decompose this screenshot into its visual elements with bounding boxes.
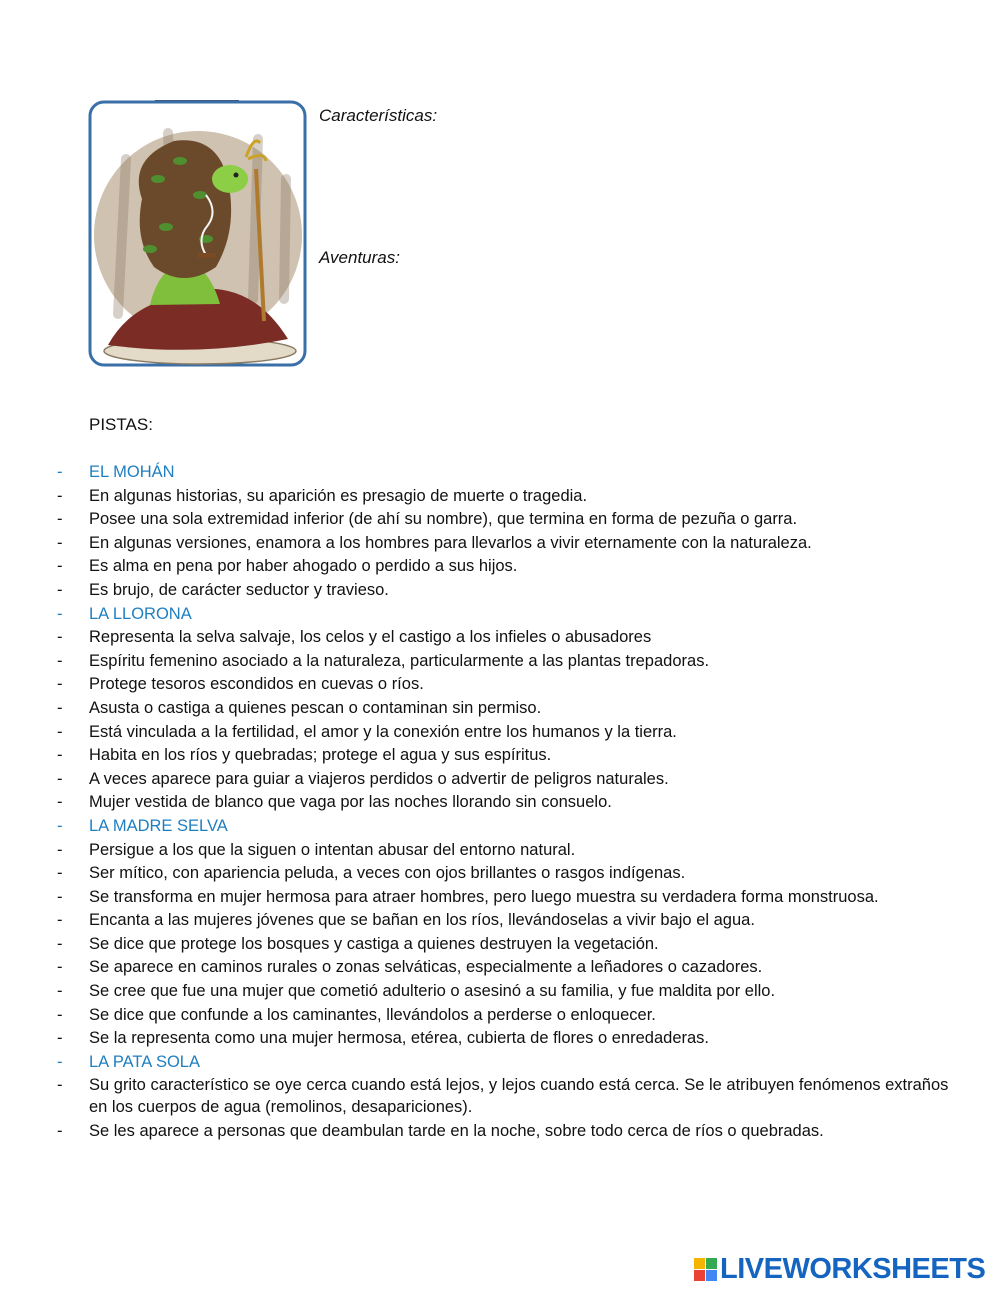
- clue-item: - Se la representa como una mujer hermosa, etérea, cubierta de flores o enredaderas.: [57, 1029, 710, 1048]
- clue-item: - Se dice que protege los bosques y castiga a quienes destruyen la vegetación.: [57, 934, 659, 953]
- creature-face: [212, 165, 248, 193]
- logo-cubes-icon: [694, 1258, 717, 1281]
- clue-item: - Protege tesoros escondidos en cuevas o ríos.: [57, 675, 424, 694]
- clue-item: - Habita en los ríos y quebradas; protege el agua y sus espíritus.: [57, 746, 552, 765]
- section-heading: - EL MOHÁN: [57, 463, 175, 481]
- clue-item: - Se transforma en mujer hermosa para atraer hombres, pero luego muestra su verdadera forma monstruosa.: [57, 887, 879, 906]
- logo-text: LIVEWORKSHEETS: [720, 1252, 986, 1285]
- clue-item: - Posee una sola extremidad inferior (de ahí su nombre), que termina en forma de pezuña o garra.: [57, 510, 798, 529]
- clue-item: - En algunas historias, su aparición es presagio de muerte o tragedia.: [57, 486, 588, 505]
- adventures-heading: Aventuras:: [319, 248, 400, 267]
- characteristics-heading: Características:: [319, 106, 438, 125]
- logo-cube: [706, 1258, 717, 1269]
- logo-cube: [706, 1270, 717, 1281]
- clue-item: - Es brujo, de carácter seductor y travieso.: [57, 580, 389, 599]
- liveworksheets-logo[interactable]: [694, 1253, 985, 1285]
- pistas-heading: PISTAS:: [89, 415, 153, 434]
- clue-item: - Mujer vestida de blanco que vaga por las noches llorando sin consuelo.: [57, 793, 612, 812]
- clue-item: - En algunas versiones, enamora a los hombres para llevarlos a vivir eternamente con la naturaleza.: [57, 533, 812, 552]
- clue-item: - Se les aparece a personas que deambulan tarde en la noche, sobre todo cerca de ríos o quebradas.: [57, 1122, 824, 1141]
- pipe: [198, 253, 216, 258]
- clue-item: - Persigue a los que la siguen o intentan abusar del entorno natural.: [57, 840, 576, 859]
- section-heading: - LA PATA SOLA: [57, 1052, 200, 1071]
- mohan-illustration: [88, 99, 308, 368]
- clue-item: - Se dice que confunde a los caminantes, llevándolos a perderse o enloquecer.: [57, 1005, 656, 1024]
- creature-eye: [234, 173, 239, 178]
- section-heading: - LA LLORONA: [57, 604, 192, 623]
- clue-item: - Representa la selva salvaje, los celos y el castigo a los infieles o abusadores: [57, 628, 652, 647]
- logo-cube: [694, 1258, 705, 1269]
- clue-item: - Es alma en pena por haber ahogado o perdido a sus hijos.: [57, 557, 518, 576]
- clue-item: - Ser mítico, con apariencia peluda, a veces con ojos brillantes o rasgos indígenas.: [57, 864, 686, 883]
- clue-item: - Espíritu femenino asociado a la naturaleza, particularmente a las plantas trepadoras.: [57, 651, 710, 670]
- clue-item: - Está vinculada a la fertilidad, el amor y la conexión entre los humanos y la tierra.: [57, 722, 677, 741]
- clue-item: - Encanta a las mujeres jóvenes que se bañan en los ríos, llevándoselas a vivir bajo el agua.: [57, 911, 755, 930]
- logo-cube: [694, 1270, 705, 1281]
- clue-item: - Su grito característico se oye cerca cuando está lejos, y lejos cuando está cerca. Se le atribuyen fenómenos extraños en los cuerpos de agua (remolinos, desapariciones).: [57, 1076, 949, 1117]
- clue-item: - Asusta o castiga a quienes pescan o contaminan sin permiso.: [57, 698, 542, 717]
- clue-item: - Se cree que fue una mujer que cometió adulterio o asesinó a su familia, y fue maldita por ello.: [57, 982, 776, 1001]
- mohan-illustration-svg: [88, 99, 308, 368]
- clues-list: [57, 461, 957, 1144]
- clue-item: - Se aparece en caminos rurales o zonas selváticas, especialmente a leñadores o cazadores.: [57, 958, 763, 977]
- clue-item: - A veces aparece para guiar a viajeros perdidos o advertir de peligros naturales.: [57, 769, 669, 788]
- section-heading: - LA MADRE SELVA: [57, 816, 228, 835]
